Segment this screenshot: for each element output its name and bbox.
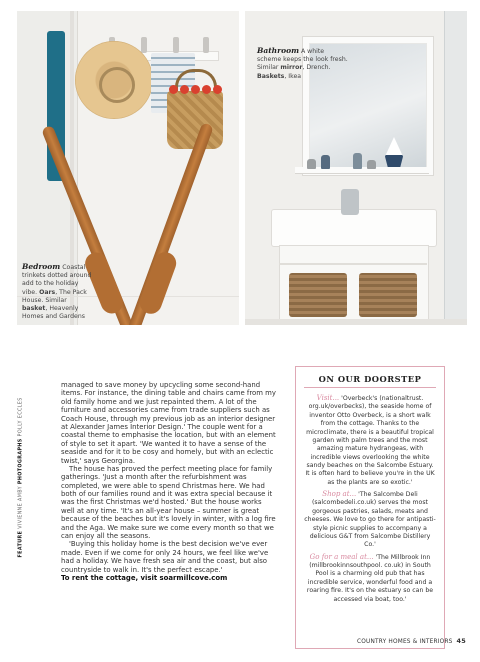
tip-lead: Visit...	[316, 394, 340, 402]
wicker-basket	[359, 273, 417, 317]
floor	[245, 319, 467, 325]
tip-text: 'Overbeck's (nationaltrust. org.uk/overbecks), the seaside home of inventor Otto Overbeck, is a short walk from the cottage. Thanks to the microclimate, there is a beautiful tropical garden with palm trees and the most amazing mature hydrangeas, with incredible views overlooking the white sandy beaches on the Salcombe Estuary. It is often hard to believe you're in the UK as the plants are so exotic.'	[305, 395, 435, 486]
tip-lead: Shop at...	[322, 490, 357, 499]
pompom	[202, 85, 211, 94]
divider	[304, 387, 436, 388]
caption-text: Coastal trinkets dotted around add to the holiday vibe.	[22, 264, 92, 296]
credit-text: POLLY ECCLES	[18, 397, 24, 439]
caption-product: Baskets	[257, 72, 285, 80]
tap	[341, 189, 359, 215]
side-credit	[18, 397, 24, 558]
doorstep-heading: ON OUR DOORSTEP	[318, 374, 422, 384]
tip-lead: Go for a meal at...	[309, 552, 374, 561]
caption-text: , Heavenly Homes and Gardens	[22, 304, 85, 321]
caption-product: Oars	[39, 288, 56, 296]
tip-shop	[304, 490, 436, 550]
pompom	[169, 85, 178, 94]
caption-heading: Bathroom	[257, 46, 300, 55]
ornament	[307, 159, 316, 169]
hat-band	[99, 67, 135, 103]
pompom	[213, 85, 222, 94]
credit-label: FEATURE	[18, 530, 24, 558]
paragraph: 'Buying this holiday home is the best decision we've ever made. Even if we come for only 24 hours, we feel like we've had a holiday. We have fresh sea air and the coast, but also countryside to walk in. It's the perfect escape.'	[61, 540, 269, 574]
paragraph: The house has proved the perfect meeting place for family gatherings. 'Just a month after the refurbishment was completed, we were able to spend Christmas here. We had both of our families round and it was extra special because it was the first Christmas we'd hosted.' But the house works well at any time. 'It's an all-year house – summer is great because of the beaches but it's lovely in winter, with a log fire and the Aga. We make sure we come every month so that we can enjoy all the seasons.	[61, 464, 276, 541]
rental-link[interactable]: To rent the cottage, visit soarmillcove.com	[61, 573, 228, 582]
tip-visit	[304, 394, 436, 487]
hook	[173, 37, 179, 53]
ornament	[321, 155, 330, 169]
hook	[203, 37, 209, 53]
doorstep-body	[304, 394, 436, 607]
credit-text: VIVIENNE AMBY	[18, 484, 24, 531]
hook	[141, 37, 147, 53]
caption-text: A white scheme keeps the look fresh. Similar	[257, 48, 348, 72]
article-body	[61, 381, 276, 582]
caption-text: , The Pack House. Similar	[22, 288, 87, 304]
tip-meal	[304, 553, 436, 604]
page-footer	[300, 637, 466, 645]
magazine-name: COUNTRY HOMES & INTERIORS	[357, 639, 453, 645]
caption-heading: Bedroom	[22, 262, 61, 271]
pompom	[191, 85, 200, 94]
wicker-basket	[289, 273, 347, 317]
ornament	[353, 153, 362, 169]
pompom	[180, 85, 189, 94]
bedroom-caption	[22, 262, 92, 321]
caption-product: basket	[22, 304, 46, 312]
shower-screen	[444, 11, 467, 325]
bathroom-caption	[257, 46, 349, 81]
ornament	[367, 160, 376, 169]
credit-label: PHOTOGRAPHS	[18, 438, 24, 485]
unit-rail	[279, 263, 427, 265]
doorstep-box	[295, 366, 445, 649]
oar	[127, 122, 214, 325]
tip-text: 'The Millbrook Inn (millbrookinnsouthpool. co.uk) in South Pool is a charming old pub that has incredible service, wonderful food and a roaring fire. It's on the estuary so can be accessed via boat, too.'	[306, 553, 434, 603]
paragraph: managed to save money by upcycling some second-hand items. For instance, the dining table and chairs came from my old family home and we just repainted them. A lot of the furniture and accessories came from trade suppliers such as Coach House, through my previous job as an interior designer at Alexander James Interior Design.' The couple went for a coastal theme to emphasise the location, but with an element of style to set it apart. 'We wanted it to have a sense of the seaside and for it to be cosy and homely, but with an eclectic twist,' says Georgina.	[61, 381, 276, 465]
caption-product: mirror	[280, 64, 303, 72]
caption-text: , Drench.	[302, 64, 331, 72]
tip-text: 'The Salcombe Deli (salcombedeli.co.uk) serves the most gorgeous pastries, salads, meats and cheeses. We love to go there for antipasti-style picnic supplies to accompany a delicious G&T from Salcombe Distillery Co.'	[304, 491, 436, 549]
page-number: 45	[456, 637, 466, 645]
caption-text: , Ikea	[284, 72, 302, 80]
